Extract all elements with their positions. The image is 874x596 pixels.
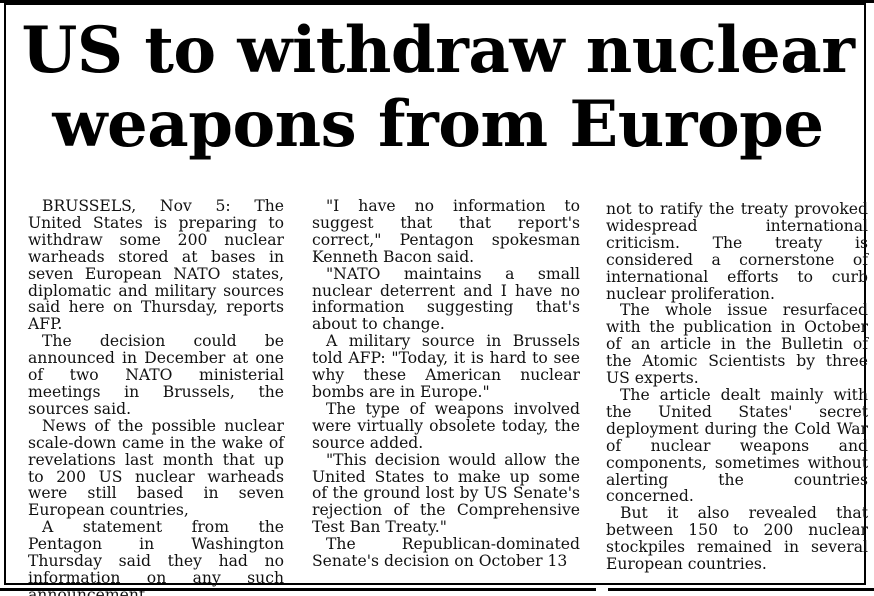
paragraph: The article dealt mainly with the United States' secret deployment during the Cold War of nuclear weapons and components, sometimes without alerting the countries concerned. [606,385,868,506]
paragraph: A statement from the Pentagon in Washington Thursday said they had no information on any such [28,518,284,587]
article-column-3 [606,201,868,573]
headline-line-2: weapons from Europe [52,87,824,162]
paragraph: "NATO maintains a small nuclear deterrent and I have no information suggesting that's about to change. [312,264,580,334]
paragraph: News of the possible nuclear scale-down came in the wake of revelations last month that up to 200 US nuclear warheads were still based in seven European countries, [28,416,284,520]
paragraph: A military source in Brussels told AFP: "Today, it is hard to see why these American nuclear bombs are in Europe." [312,332,580,401]
paragraph: "This decision would allow the United States to make up some of the ground lost by US Senate's rejection of the Comprehensive Test Ban Treaty." [312,450,580,537]
paragraph: "I have no information to suggest that that report's correct," Pentagon spokesman Kenneth Bacon said. [312,197,580,266]
article-column-1 [28,198,284,596]
article-column-2 [312,198,580,570]
paragraph: The whole issue resurfaced with the publication in October of an article in the Bulletin of the Atomic Scientists by three US experts. [606,301,868,388]
paragraph: not to ratify the treaty provoked widespread international criticism. The treaty is considered a cornerstone of international efforts to curb nuclear proliferation. [606,200,868,303]
paragraph: But it also revealed that between 150 to 200 nuclear stockpiles remained in several European countries. [606,504,868,574]
paragraph: The Republican-dominated Senate's decision on October 13 [312,535,580,571]
paragraph-text: The United States is preparing to withdraw some 200 nuclear warheads stored at bases in seven European NATO states, diplomatic and military sources said here on Thursday, reports AFP. [28,197,284,334]
bottom-rule [0,588,874,591]
bottom-rule-gap [596,586,608,594]
paragraph: The type of weapons involved were virtually obsolete today, the source added. [312,399,580,452]
paragraph [28,198,284,333]
dateline: BRUSSELS, Nov 5: [42,197,231,215]
paragraph: The decision could be announced in December at one of two NATO ministerial meetings in Brussels, the sources said. [28,332,284,418]
headline [10,14,866,162]
headline-line-1: US to withdraw nuclear [21,13,855,88]
